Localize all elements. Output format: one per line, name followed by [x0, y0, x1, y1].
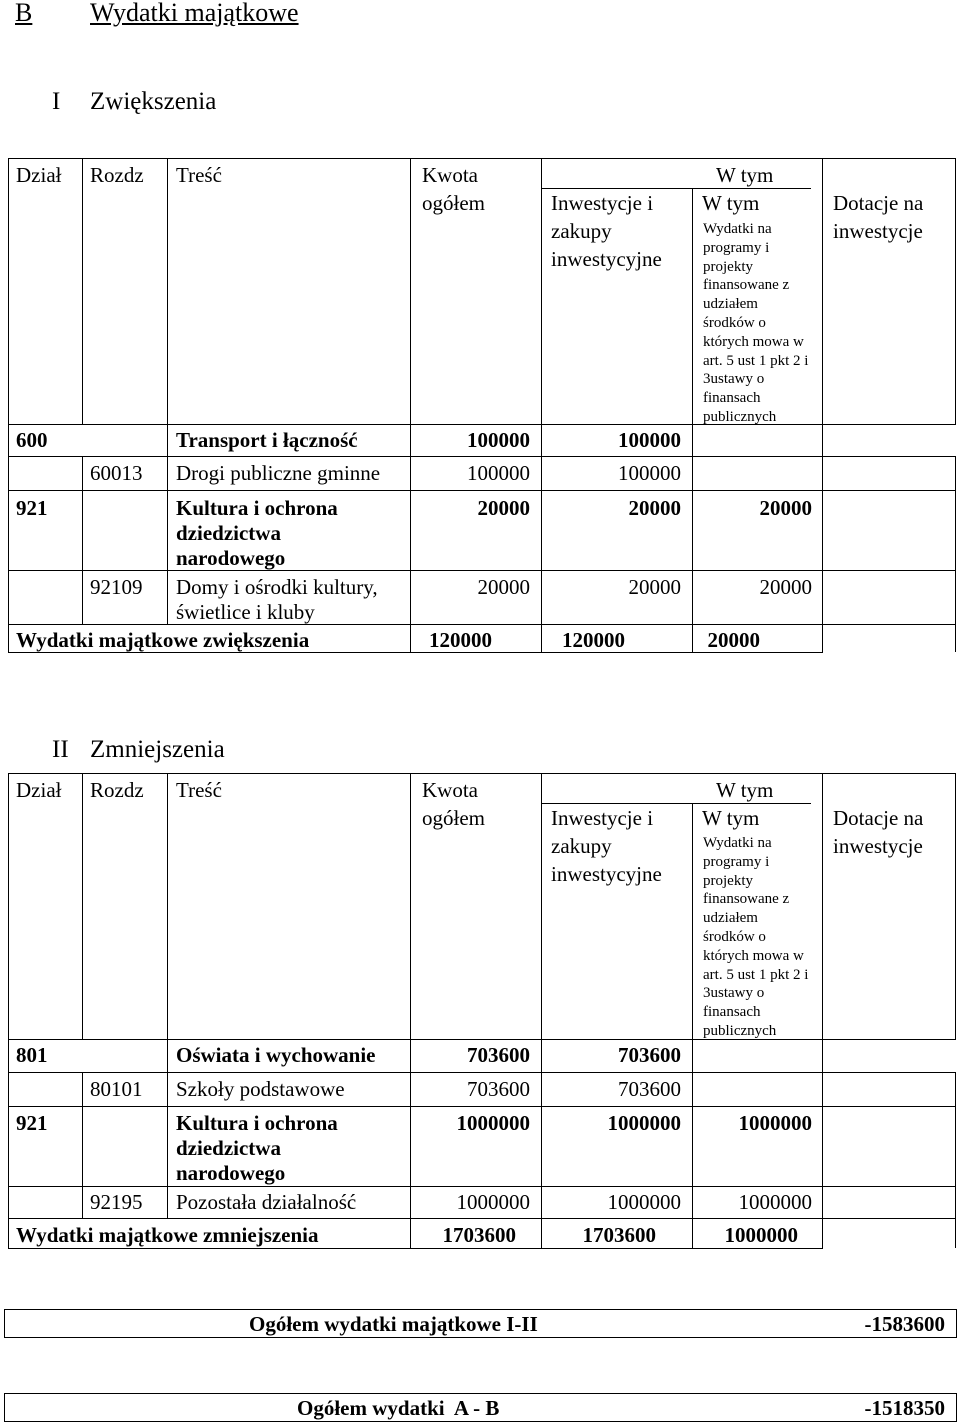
header-dotacje: Dotacje na inwestycje: [833, 806, 924, 858]
cell-inwestycje: 100000: [618, 461, 681, 485]
total-inwestycje: 120000: [562, 628, 625, 652]
header-w-tym: W tym: [716, 778, 774, 802]
total-label: Wydatki majątkowe zmniejszenia: [16, 1223, 319, 1247]
part2-title: Zmniejszenia: [90, 736, 225, 763]
summary-1-value: -1583600: [864, 1312, 945, 1336]
cell-tresc-line-1: Kultura i ochrona: [176, 496, 338, 520]
cell-rozdz: 60013: [90, 461, 143, 485]
cell-dzial: 921: [16, 1111, 48, 1135]
header-inwestycje: Inwestycje i zakupy inwestycyjne: [551, 806, 662, 886]
summary-box-1: [4, 1309, 957, 1338]
total-kwota: 120000: [429, 628, 492, 652]
header-w-tym: W tym: [716, 163, 774, 187]
total-programy: 20000: [707, 628, 760, 652]
header-wydatki-programy: Wydatki na programy i projekty finansowane z udziałem środków o których mowa w art. 5 ust 1 pkt 2 i 3ustawy o finansach publicznych: [703, 835, 809, 1039]
total-inwestycje: 1703600: [582, 1223, 656, 1247]
cell-tresc: Drogi publiczne gminne: [176, 461, 381, 485]
summary-1-label: Ogółem wydatki majątkowe I-II: [249, 1312, 538, 1336]
cell-tresc-line-2: świetlice i kluby: [176, 600, 315, 624]
cell-kwota: 100000: [467, 461, 530, 485]
cell-inwestycje: 1000000: [607, 1111, 681, 1135]
header-dzial: Dział: [16, 778, 62, 802]
header-dzial: Dział: [16, 163, 62, 187]
cell-inwestycje: 703600: [618, 1077, 681, 1101]
part2-number: II: [52, 736, 69, 763]
cell-tresc-line-3: narodowego: [176, 546, 286, 570]
header-kwota: Kwota ogółem: [422, 163, 485, 215]
cell-tresc-line-2: dziedzictwa: [176, 521, 281, 545]
cell-inwestycje: 703600: [618, 1043, 681, 1067]
cell-kwota: 703600: [467, 1077, 530, 1101]
cell-dzial: 801: [16, 1043, 48, 1067]
summary-2-label: Ogółem wydatki A - B: [297, 1396, 500, 1420]
section-letter: B: [15, 0, 33, 27]
header-tresc: Treść: [176, 778, 222, 802]
header-w-tym-inner: W tym: [702, 806, 760, 830]
header-dotacje: Dotacje na inwestycje: [833, 191, 924, 243]
cell-tresc: Szkoły podstawowe: [176, 1077, 345, 1101]
header-wydatki-programy: Wydatki na programy i projekty finansowane z udziałem środków o których mowa w art. 5 ust 1 pkt 2 i 3ustawy o finansach publicznych: [703, 221, 809, 425]
cell-kwota: 1000000: [456, 1190, 530, 1214]
section-title: Wydatki majątkowe: [90, 0, 299, 27]
cell-kwota: 1000000: [456, 1111, 530, 1135]
cell-kwota: 20000: [477, 575, 530, 599]
cell-programy: 1000000: [738, 1190, 812, 1214]
cell-kwota: 20000: [477, 496, 530, 520]
cell-tresc: Transport i łączność: [176, 428, 358, 452]
cell-tresc-line-1: Domy i ośrodki kultury,: [176, 575, 378, 599]
cell-rozdz: 92109: [90, 575, 143, 599]
total-kwota: 1703600: [442, 1223, 516, 1247]
header-rozdz: Rozdz: [90, 778, 144, 802]
total-label: Wydatki majątkowe zwiększenia: [16, 628, 310, 652]
cell-programy: 20000: [759, 496, 812, 520]
header-rozdz: Rozdz: [90, 163, 144, 187]
cell-tresc-line-3: narodowego: [176, 1161, 286, 1185]
cell-programy: 1000000: [738, 1111, 812, 1135]
cell-inwestycje: 100000: [618, 428, 681, 452]
cell-inwestycje: 20000: [628, 575, 681, 599]
cell-tresc-line-2: dziedzictwa: [176, 1136, 281, 1160]
header-kwota: Kwota ogółem: [422, 778, 485, 830]
cell-programy: 20000: [759, 575, 812, 599]
cell-rozdz: 92195: [90, 1190, 143, 1214]
cell-inwestycje: 20000: [628, 496, 681, 520]
header-w-tym-inner: W tym: [702, 191, 760, 215]
total-programy: 1000000: [724, 1223, 798, 1247]
summary-2-value: -1518350: [864, 1396, 945, 1420]
part1-number: I: [52, 88, 61, 115]
header-inwestycje: Inwestycje i zakupy inwestycyjne: [551, 191, 662, 271]
header-tresc: Treść: [176, 163, 222, 187]
summary-box-2: [4, 1393, 957, 1422]
cell-kwota: 703600: [467, 1043, 530, 1067]
cell-dzial: 921: [16, 496, 48, 520]
cell-dzial: 600: [16, 428, 48, 452]
cell-kwota: 100000: [467, 428, 530, 452]
cell-rozdz: 80101: [90, 1077, 143, 1101]
cell-tresc: Oświata i wychowanie: [176, 1043, 376, 1067]
cell-tresc: Pozostała działalność: [176, 1190, 357, 1214]
part1-title: Zwiększenia: [90, 88, 217, 115]
cell-inwestycje: 1000000: [607, 1190, 681, 1214]
cell-tresc-line-1: Kultura i ochrona: [176, 1111, 338, 1135]
